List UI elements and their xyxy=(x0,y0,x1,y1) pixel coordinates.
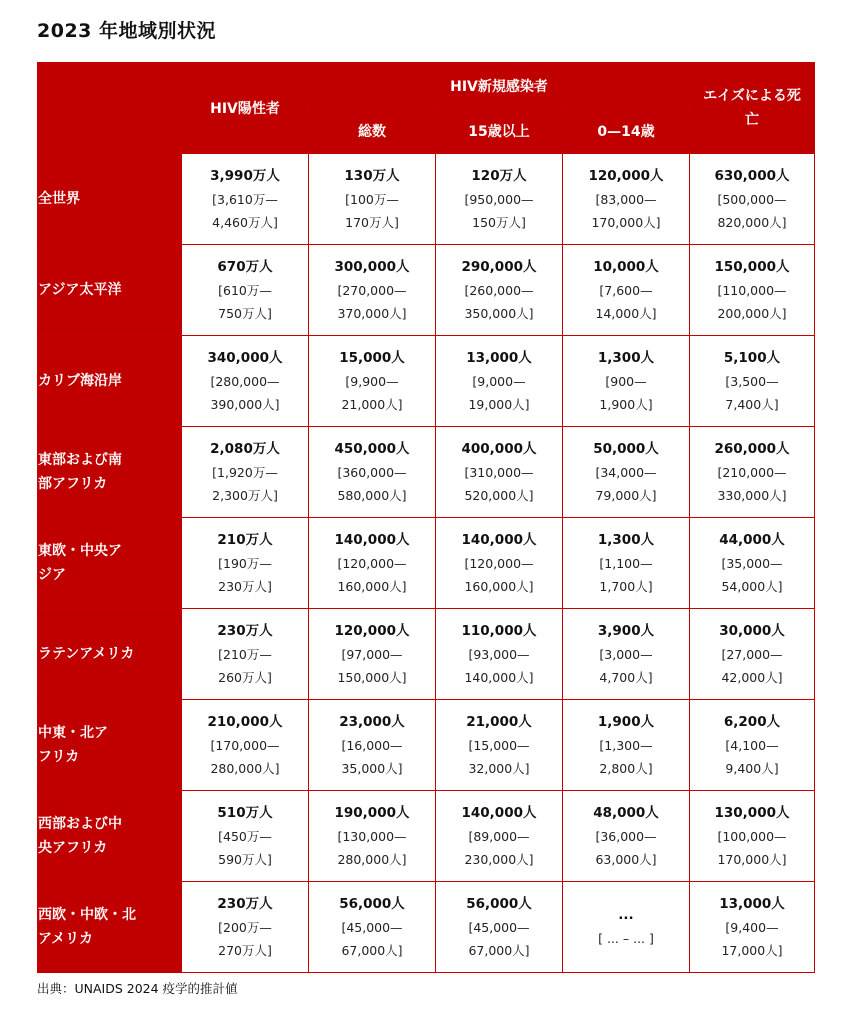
estimate-value: 340,000人 xyxy=(207,349,283,366)
range-lower: [110,000— xyxy=(717,282,787,298)
cell-new-total xyxy=(309,427,436,518)
cell-new-total xyxy=(309,791,436,882)
table-row xyxy=(38,427,815,518)
estimate-value: 30,000人 xyxy=(719,622,785,639)
range-upper: 21,000人] xyxy=(341,396,403,412)
cell-new-total xyxy=(309,609,436,700)
range-lower: [950,000— xyxy=(464,191,534,207)
estimate-value: 140,000人 xyxy=(334,531,410,548)
range-lower: [1,100— xyxy=(599,555,653,571)
region-label: カリブ海沿岸 xyxy=(38,373,122,389)
range-upper: 2,300万人] xyxy=(212,487,278,503)
range-upper: 170万人] xyxy=(345,214,399,230)
table-row xyxy=(38,609,815,700)
range-upper: 200,000人] xyxy=(717,305,787,321)
header-new-15plus: 15歳以上 xyxy=(436,109,563,154)
estimate-value: 3,990万人 xyxy=(210,167,280,184)
range-upper: 350,000人] xyxy=(464,305,534,321)
cell-new-total xyxy=(309,154,436,245)
range-upper: 390,000人] xyxy=(210,396,280,412)
range-upper: 14,000人] xyxy=(595,305,657,321)
estimate-value: 1,300人 xyxy=(597,349,655,366)
cell-new-0-14 xyxy=(563,700,690,791)
range-upper: 580,000人] xyxy=(337,487,407,503)
estimate-value: 230万人 xyxy=(217,895,273,912)
region-name xyxy=(38,154,182,245)
range-lower: [270,000— xyxy=(337,282,407,298)
range-upper: 280,000人] xyxy=(210,760,280,776)
estimate-value: 44,000人 xyxy=(719,531,785,548)
range-lower: [260,000— xyxy=(464,282,534,298)
cell-new-0-14 xyxy=(563,154,690,245)
cell-hiv-positive xyxy=(182,791,309,882)
range-lower: [36,000— xyxy=(595,828,657,844)
range-lower: [3,500— xyxy=(725,373,779,389)
range-upper: 230万人] xyxy=(218,578,272,594)
estimate-value: 140,000人 xyxy=(461,804,537,821)
range-upper: 35,000人] xyxy=(341,760,403,776)
region-label: 西欧・中欧・北アメリカ xyxy=(38,907,136,947)
range-lower: [210万— xyxy=(218,646,272,662)
range-lower: [97,000— xyxy=(341,646,403,662)
cell-aids-deaths xyxy=(690,427,815,518)
estimate-value: 510万人 xyxy=(217,804,273,821)
cell-hiv-positive xyxy=(182,427,309,518)
range-lower: [7,600— xyxy=(599,282,653,298)
estimate-value: 15,000人 xyxy=(339,349,405,366)
range-lower: [500,000— xyxy=(717,191,787,207)
cell-aids-deaths xyxy=(690,791,815,882)
header-hiv-positive: HIV陽性者 xyxy=(182,63,309,154)
region-label: 西部および中央アフリカ xyxy=(38,816,122,856)
region-name xyxy=(38,882,182,973)
range-lower: [9,000— xyxy=(472,373,526,389)
range-lower: [120,000— xyxy=(337,555,407,571)
range-upper: 67,000人] xyxy=(341,942,403,958)
estimate-value: 23,000人 xyxy=(339,713,405,730)
region-name xyxy=(38,427,182,518)
region-name xyxy=(38,245,182,336)
range-upper: 330,000人] xyxy=(717,487,787,503)
source-note: 出典：UNAIDS 2024 疫学的推計値 xyxy=(37,981,238,996)
range-upper: 260万人] xyxy=(218,669,272,685)
cell-hiv-positive xyxy=(182,700,309,791)
range-upper: 150万人] xyxy=(472,214,526,230)
estimate-value: ... xyxy=(618,907,634,923)
estimate-value: 230万人 xyxy=(217,622,273,639)
region-label: アジア太平洋 xyxy=(38,282,122,298)
cell-hiv-positive xyxy=(182,882,309,973)
table-row xyxy=(38,518,815,609)
estimate-value: 210万人 xyxy=(217,531,273,548)
range-lower: [3,000— xyxy=(599,646,653,662)
cell-aids-deaths xyxy=(690,609,815,700)
estimate-value: 10,000人 xyxy=(593,258,659,275)
estimate-value: 1,900人 xyxy=(597,713,655,730)
estimate-value: 120,000人 xyxy=(588,167,664,184)
range-lower: [45,000— xyxy=(468,919,530,935)
range-upper: 67,000人] xyxy=(468,942,530,958)
range-upper: 42,000人] xyxy=(721,669,783,685)
estimate-value: 260,000人 xyxy=(714,440,790,457)
header-new-0-14: 0—14歳 xyxy=(563,109,690,154)
range-lower: [100万— xyxy=(345,191,399,207)
page-title: 2023 年地域別状況 xyxy=(37,20,216,42)
range-lower: [200万— xyxy=(218,919,272,935)
estimate-value: 120万人 xyxy=(471,167,527,184)
range-lower: [83,000— xyxy=(595,191,657,207)
cell-new-15plus xyxy=(436,154,563,245)
estimate-value: 120,000人 xyxy=(334,622,410,639)
table-row xyxy=(38,245,815,336)
header-new-infections: HIV新規感染者 xyxy=(309,63,690,109)
range-lower: [280,000— xyxy=(210,373,280,389)
region-name xyxy=(38,518,182,609)
cell-new-total xyxy=(309,336,436,427)
range-upper: 79,000人] xyxy=(595,487,657,503)
estimate-value: 630,000人 xyxy=(714,167,790,184)
range-upper: 19,000人] xyxy=(468,396,530,412)
estimate-value: 21,000人 xyxy=(466,713,532,730)
estimate-value: 48,000人 xyxy=(593,804,659,821)
range-lower: [100,000— xyxy=(717,828,787,844)
range-lower: [120,000— xyxy=(464,555,534,571)
range-lower: [16,000— xyxy=(341,737,403,753)
range-lower: [900— xyxy=(605,373,647,389)
range-lower: [610万— xyxy=(218,282,272,298)
estimate-value: 210,000人 xyxy=(207,713,283,730)
estimate-value: 130,000人 xyxy=(714,804,790,821)
range-lower: [1,300— xyxy=(599,737,653,753)
range-upper: 1,900人] xyxy=(599,396,653,412)
range-lower: [27,000— xyxy=(721,646,783,662)
range-upper: 160,000人] xyxy=(464,578,534,594)
range-lower: [190万— xyxy=(218,555,272,571)
cell-new-total xyxy=(309,518,436,609)
range-upper: 17,000人] xyxy=(721,942,783,958)
range-upper: 520,000人] xyxy=(464,487,534,503)
estimate-value: 13,000人 xyxy=(466,349,532,366)
region-label: 東欧・中央アジア xyxy=(38,543,122,583)
cell-new-15plus xyxy=(436,791,563,882)
range-upper: 280,000人] xyxy=(337,851,407,867)
range-upper: 590万人] xyxy=(218,851,272,867)
range-lower: [34,000— xyxy=(595,464,657,480)
cell-hiv-positive xyxy=(182,336,309,427)
cell-new-0-14 xyxy=(563,791,690,882)
cell-new-0-14 xyxy=(563,882,690,973)
estimate-value: 56,000人 xyxy=(339,895,405,912)
cell-aids-deaths xyxy=(690,245,815,336)
table-header xyxy=(38,63,815,154)
cell-new-total xyxy=(309,882,436,973)
cell-hiv-positive xyxy=(182,518,309,609)
range-lower: [130,000— xyxy=(337,828,407,844)
cell-new-0-14 xyxy=(563,609,690,700)
cell-hiv-positive xyxy=(182,245,309,336)
range-lower: [9,900— xyxy=(345,373,399,389)
estimate-value: 50,000人 xyxy=(593,440,659,457)
cell-aids-deaths xyxy=(690,154,815,245)
region-name xyxy=(38,336,182,427)
cell-new-total xyxy=(309,700,436,791)
estimate-value: 300,000人 xyxy=(334,258,410,275)
estimate-value: 56,000人 xyxy=(466,895,532,912)
range-upper: 1,700人] xyxy=(599,578,653,594)
range-upper: 32,000人] xyxy=(468,760,530,776)
range-upper: 170,000人] xyxy=(591,214,661,230)
range-lower: [310,000— xyxy=(464,464,534,480)
range-upper: 63,000人] xyxy=(595,851,657,867)
cell-new-0-14 xyxy=(563,245,690,336)
cell-new-15plus xyxy=(436,609,563,700)
region-name xyxy=(38,700,182,791)
estimate-value: 150,000人 xyxy=(714,258,790,275)
cell-new-15plus xyxy=(436,336,563,427)
range-upper: 820,000人] xyxy=(717,214,787,230)
range-upper: 4,460万人] xyxy=(212,214,278,230)
regional-hiv-table xyxy=(37,62,815,973)
range-lower: [93,000— xyxy=(468,646,530,662)
cell-new-15plus xyxy=(436,882,563,973)
cell-new-15plus xyxy=(436,518,563,609)
estimate-value: 190,000人 xyxy=(334,804,410,821)
range-upper: 230,000人] xyxy=(464,851,534,867)
header-corner xyxy=(38,63,182,154)
range-lower: [1,920万— xyxy=(212,464,278,480)
range-lower: [450万— xyxy=(218,828,272,844)
cell-new-15plus xyxy=(436,700,563,791)
estimate-value: 3,900人 xyxy=(597,622,655,639)
range-upper: 54,000人] xyxy=(721,578,783,594)
estimate-value: 5,100人 xyxy=(723,349,781,366)
estimate-value: 400,000人 xyxy=(461,440,537,457)
range-lower: [3,610万— xyxy=(212,191,278,207)
estimate-value: 450,000人 xyxy=(334,440,410,457)
estimate-value: 2,080万人 xyxy=(210,440,280,457)
estimate-value: 110,000人 xyxy=(461,622,537,639)
range-lower: [45,000— xyxy=(341,919,403,935)
range-upper: 270万人] xyxy=(218,942,272,958)
range-lower: [15,000— xyxy=(468,737,530,753)
cell-new-15plus xyxy=(436,427,563,518)
header-aids-deaths-label: エイズによる死亡 xyxy=(703,88,801,128)
range-upper: 9,400人] xyxy=(725,760,779,776)
range-upper: 7,400人] xyxy=(725,396,779,412)
table-row xyxy=(38,336,815,427)
cell-aids-deaths xyxy=(690,700,815,791)
region-label: 中東・北アフリカ xyxy=(38,725,108,765)
cell-hiv-positive xyxy=(182,609,309,700)
range-lower: [210,000— xyxy=(717,464,787,480)
range-lower: [360,000— xyxy=(337,464,407,480)
estimate-value: 290,000人 xyxy=(461,258,537,275)
cell-aids-deaths xyxy=(690,336,815,427)
table-row xyxy=(38,882,815,973)
range-lower: [89,000— xyxy=(468,828,530,844)
cell-new-0-14 xyxy=(563,336,690,427)
estimate-value: 1,300人 xyxy=(597,531,655,548)
range-upper: 170,000人] xyxy=(717,851,787,867)
region-label: ラテンアメリカ xyxy=(38,646,135,662)
table-body xyxy=(38,154,815,973)
estimate-value: 670万人 xyxy=(217,258,273,275)
range-lower: [170,000— xyxy=(210,737,280,753)
cell-new-15plus xyxy=(436,245,563,336)
cell-hiv-positive xyxy=(182,154,309,245)
range-upper: 370,000人] xyxy=(337,305,407,321)
cell-aids-deaths xyxy=(690,518,815,609)
range-upper: 160,000人] xyxy=(337,578,407,594)
header-new-total: 総数 xyxy=(309,109,436,154)
range-lower: [9,400— xyxy=(725,919,779,935)
region-label: 全世界 xyxy=(38,191,80,207)
estimate-value: 130万人 xyxy=(344,167,400,184)
region-label: 東部および南部アフリカ xyxy=(38,452,122,492)
table-row xyxy=(38,154,815,245)
estimate-value: 6,200人 xyxy=(723,713,781,730)
range-upper: 140,000人] xyxy=(464,669,534,685)
region-name xyxy=(38,791,182,882)
cell-new-total xyxy=(309,245,436,336)
estimate-value: 140,000人 xyxy=(461,531,537,548)
table-row xyxy=(38,700,815,791)
range-lower: [ ... – ... ] xyxy=(598,931,654,946)
header-aids-deaths xyxy=(690,63,815,154)
estimate-value: 13,000人 xyxy=(719,895,785,912)
range-lower: [4,100— xyxy=(725,737,779,753)
range-lower: [35,000— xyxy=(721,555,783,571)
cell-new-0-14 xyxy=(563,518,690,609)
range-upper: 4,700人] xyxy=(599,669,653,685)
range-upper: 750万人] xyxy=(218,305,272,321)
region-name xyxy=(38,609,182,700)
range-upper: 150,000人] xyxy=(337,669,407,685)
table-row xyxy=(38,791,815,882)
range-upper: 2,800人] xyxy=(599,760,653,776)
cell-aids-deaths xyxy=(690,882,815,973)
cell-new-0-14 xyxy=(563,427,690,518)
